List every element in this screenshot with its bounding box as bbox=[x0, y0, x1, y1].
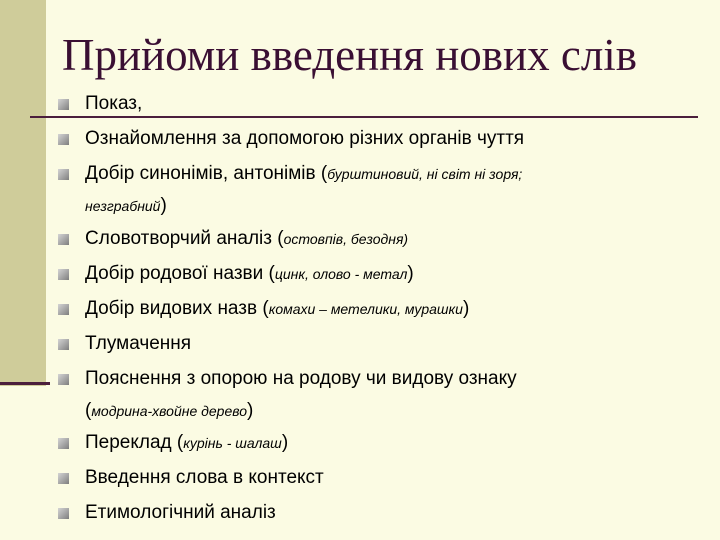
bullet-square-icon bbox=[58, 169, 69, 180]
decorative-side-line bbox=[0, 382, 50, 385]
item-text: Добір синонімів, антонімів ( bbox=[85, 163, 328, 184]
decorative-side-bar bbox=[0, 0, 46, 386]
item-example: курінь - шалаш bbox=[183, 435, 282, 451]
item-example: бурштиновий, ні світ ні зоря; bbox=[327, 166, 523, 182]
bullet-square-icon bbox=[58, 304, 69, 315]
bullet-square-icon bbox=[58, 374, 69, 385]
item-text-before: ( bbox=[85, 400, 92, 421]
item-example: цинк, олово - метал bbox=[274, 266, 408, 282]
item-text: Етимологічний аналіз bbox=[85, 502, 276, 523]
item-text: Тлумачення bbox=[85, 333, 192, 354]
item-line bbox=[85, 263, 414, 285]
item-text: Словотворчий аналіз ( bbox=[85, 228, 284, 249]
slide-title: Прийоми введення нових слів bbox=[62, 30, 638, 80]
item-line bbox=[85, 228, 408, 250]
bullet-square-icon bbox=[58, 339, 69, 350]
item-text: Ознайомлення за допомогою різних органів чуття bbox=[85, 128, 525, 149]
item-example: модрина-хвойне дерево bbox=[91, 403, 248, 419]
bullet-square-icon bbox=[58, 234, 69, 245]
bullet-square-icon bbox=[58, 508, 69, 519]
title-divider bbox=[30, 116, 698, 118]
item-text-after: ) bbox=[281, 432, 289, 453]
item-text: Добір видових назв ( bbox=[85, 298, 269, 319]
item-example: остовпів, безодня) bbox=[283, 231, 409, 247]
item-text: Переклад ( bbox=[85, 432, 184, 453]
item-line bbox=[85, 163, 522, 185]
item-line bbox=[85, 298, 469, 320]
bullet-square-icon bbox=[58, 438, 69, 449]
bullet-square-icon bbox=[58, 269, 69, 280]
item-text: Показ, bbox=[85, 93, 143, 114]
item-text: Добір родової назви ( bbox=[85, 263, 275, 284]
item-line-2 bbox=[85, 195, 167, 217]
item-line bbox=[85, 432, 288, 454]
item-text-after: ) bbox=[247, 400, 254, 421]
item-example: комахи – метелики, мурашки bbox=[268, 301, 463, 317]
item-text-after: ) bbox=[407, 263, 414, 284]
item-text-after: ) bbox=[462, 298, 470, 319]
item-line-2 bbox=[85, 400, 253, 422]
item-example: незграбний bbox=[85, 198, 161, 214]
item-text: Введення слова в контекст bbox=[85, 467, 324, 488]
item-text-after: ) bbox=[160, 195, 167, 216]
bullet-square-icon bbox=[58, 473, 69, 484]
bullet-square-icon bbox=[58, 99, 69, 110]
bullet-square-icon bbox=[58, 134, 69, 145]
item-text: Пояснення з опорою на родову чи видову ознаку bbox=[85, 368, 517, 389]
